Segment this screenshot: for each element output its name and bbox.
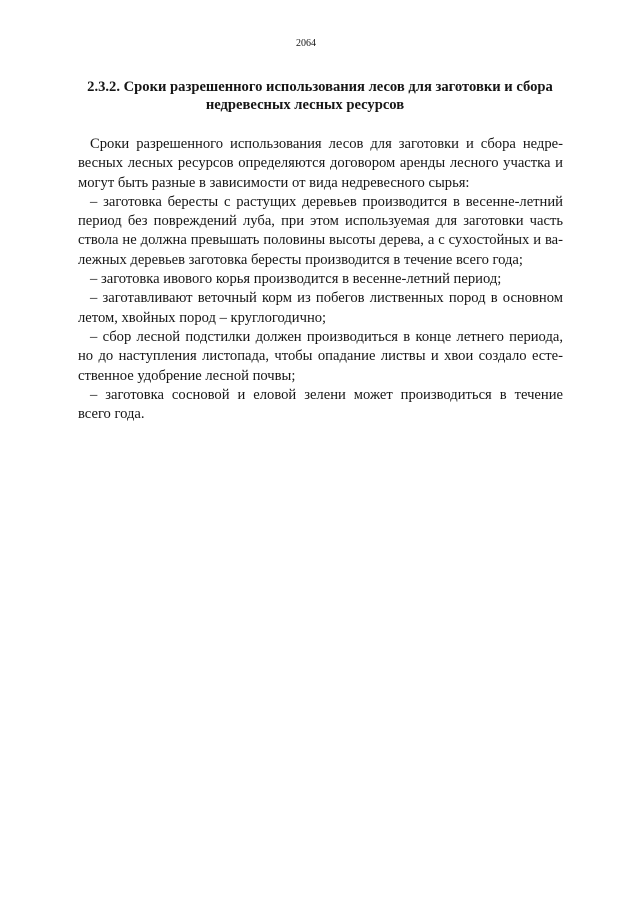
text-line: но до наступления листопада, чтобы опадание листвы и хвои создало есте- [78,348,563,365]
section-heading-line: 2.3.2. Сроки разрешенного использования лесов для заготовки и сбора [87,79,553,95]
list-item-willow-bark [78,270,563,289]
text-line: – заготовка бересты с растущих деревьев производится в весенне-летний [90,193,563,210]
list-item-conifer-greens [78,386,563,425]
text-line: могут быть разные в зависимости от вида недревесного сырья: [78,174,470,191]
text-line: лежных деревьев заготовка бересты производится в течение всего года; [78,251,523,268]
text-line: – заготовка сосновой и еловой зелени может производиться в течение [90,386,563,403]
list-item-forest-litter [78,328,563,386]
text-line: летом, хвойных пород – круглогодично; [78,309,327,326]
text-line: – заготовка ивового корья производится в весенне-летний период; [90,271,502,288]
text-line: ствола не должна превышать половины высоты дерева, а с сухостойных и ва- [78,232,563,249]
text-line: – сбор лесной подстилки должен производиться в конце летнего периода, [90,328,563,345]
text-line: период без повреждений луба, при этом используемая для заготовки часть [78,213,563,230]
text-line: весных лесных ресурсов определяются договором аренды лесного участка и [78,155,563,172]
list-item-birch-bark [78,193,563,270]
section-heading [0,78,640,115]
body-text [78,135,563,424]
page-number: 2064 [296,38,316,49]
section-heading-line: недревесных лесных ресурсов [205,97,405,114]
text-line: Сроки разрешенного использования лесов для заготовки и сбора недре- [90,136,563,152]
text-line: ственное удобрение лесной почвы; [78,367,296,384]
text-line: всего года. [78,406,145,423]
list-item-branch-fodder [78,289,563,328]
paragraph-intro [78,135,563,193]
text-line: – заготавливают веточный корм из побегов лиственных пород в основном [90,290,563,307]
